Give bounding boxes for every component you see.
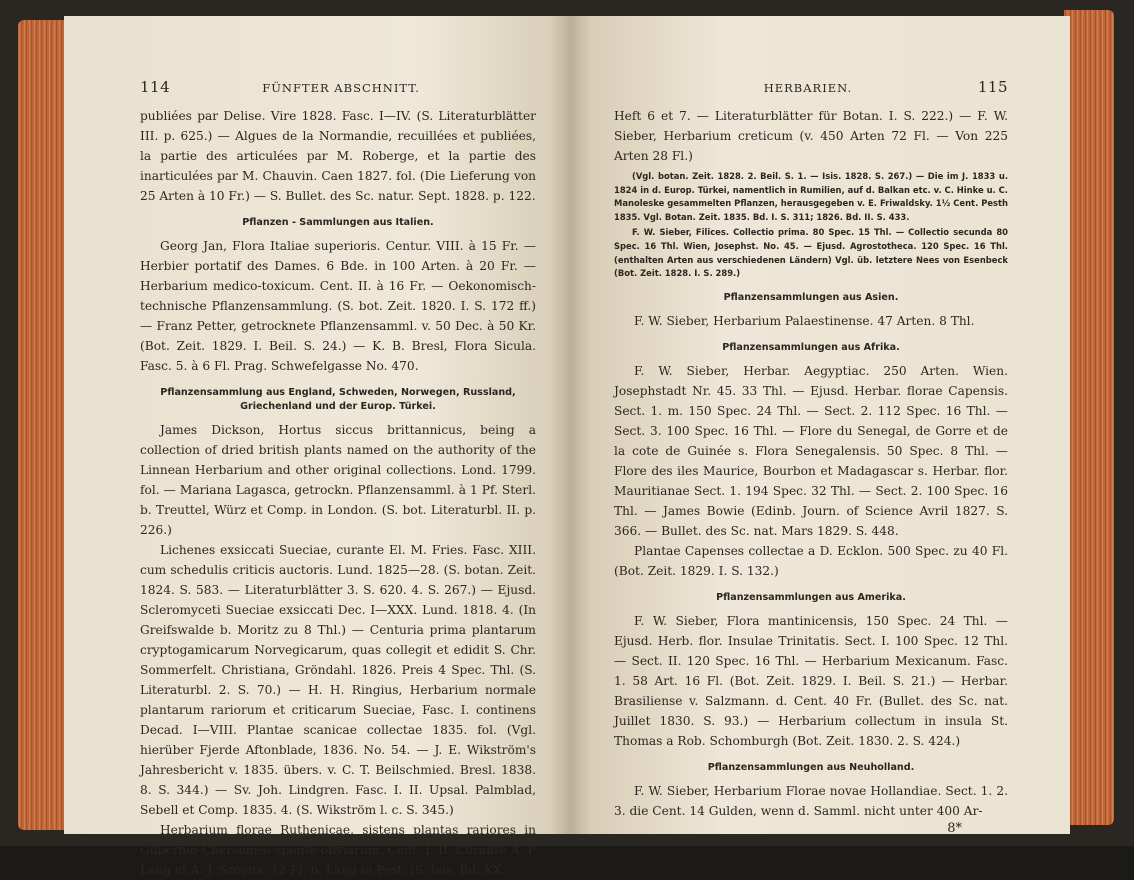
left-page-number: 114 xyxy=(140,78,171,96)
signature-mark: 8* xyxy=(947,820,962,836)
heading-newholland: Pflanzensammlungen aus Neuholland. xyxy=(707,761,915,773)
heading-africa: Pflanzensammlungen aus Afrika. xyxy=(722,341,900,353)
heading-italy: Pflanzen - Sammlungen aus Italien. xyxy=(242,217,434,228)
italy-text: Georg Jan, Flora Italiae superioris. Centur. VIII. à 15 Fr. — Herbier portatif des Dames. 6 Bde. in 100 Arten. à 20 Fr. — Herbarium medico-toxicum. Cent. II. à 16 Fr. — Oekonomisch-technische Pflanzensammlung. (S. bot. Zeit. 1820. I. S. 172 ff.) — Franz Petter, getrocknete Pflanzensamml. v. 50 Dec. à 50 Kr. (Bot. Zeit. 1829. I. Beil. S. 24.) — K. B. Bresl, Flora Sicula. Fasc. 5. à 6 Fl. Prag. Schwefelgasse No. 470. xyxy=(140,239,536,373)
left-page xyxy=(64,16,570,877)
right-page-edges xyxy=(1064,10,1114,825)
heading-america: Pflanzensammlungen aus Amerika. xyxy=(716,591,906,603)
america-paragraph-1: F. W. Sieber, Flora mantinicensis, 150 Spec. 24 Thl. — Ejusd. Herb. flor. Insulae Trinitatis. Sect. I. 100 Spec. 12 Thl. — Sect. II. 120 Spec. 16 Thl. — Herbarium Mexicanum. Fasc. 1. 58 Art. 16 Fl. (Bot. Zeit. 1829. I. Beil. S. 21.) — Herbar. Brasiliense v. Salzmann. d. Cent. 40 Fr. (Bullet. des Sc. nat. Juillet 1830. S. 93.) — Herbarium collectum in insula St. Thomas a Rob. Schomburgh (Bot. Zeit. 1830. 2. S. 424.) xyxy=(614,613,1008,748)
england-paragraph-3: Herbarium florae Ruthenicae, sistens plantas rariores in Gubernio Chersonesi sponte obviarum. Cent. I. II. Curante A. F Lang et A. J. Szovits. 12 Fl. b. Lang in Pest. (S. Isis. Bd. XX. xyxy=(140,823,536,877)
right-continuation: Heft 6 et 7. — Literaturblätter für Botan. I. S. 222.) — F. W. Sieber, Herbarium creticum (v. 450 Arten 72 Fl. — Von 225 Arten 28 Fl.) xyxy=(614,109,1008,163)
africa-paragraph-2: Plantae Capenses collectae a D. Ecklon. 500 Spec. zu 40 Fl. (Bot. Zeit. 1829. I. S. 132.) xyxy=(614,543,1008,578)
footnote-1: (Vgl. botan. Zeit. 1828. 2. Beil. S. 1. — Isis. 1828. S. 267.) — Die im J. 1833 u. 1824 in d. Europ. Türkei, namentlich in Rumilien, auf d. Balkan etc. v. C. Hinke u. C. Manoleske gesammelten Pflanzen, herausgegeben v. E. Friwaldsky. 1½ Cent. Pesth 1835. Vgl. Botan. Zeit. 1835. Bd. I. S. 311; 1826. Bd. II. S. 433. xyxy=(614,171,1008,222)
right-page-number: 115 xyxy=(977,78,1008,96)
england-paragraph-2: Lichenes exsiccati Sueciae, curante El. M. Fries. Fasc. XIII. cum schedulis criticis auctoris. Lund. 1825—28. (S. botan. Zeit. 1824. S. 583. — Literaturblätter 3. S. 620. 4. S. 267.) — Ejusd. Scleromyceti Sueciae exsiccati Dec. I—XXX. Lund. 1818. 4. (In Greifswalde b. Moritz zu 8 Thl.) — Centuria prima plantarum cryptogamicarum Norvegicarum, quas collegit et edidit S. Chr. Sommerfelt. Christiana, Gröndahl. 1826. Preis 4 Spec. Thl. (S. Literaturbl. 2. S. 70.) — H. H. Ringius, Herbarium normale plantarum rariorum et criticarum Sueciae, Fasc. I. continens Decad. I—VIII. Plantae scanicae collectae 1835. fol. (Vgl. hierüber Fjerde Aftonblade, 1836. No. 54. — J. E. Wikström's Jahresbericht v. 1835. übers. v. C. T. Beilschmied. Bresl. 1838. 8. S. 344.) — Sv. Joh. Lindgren. Fasc. I. II. Upsal. Palmblad, Sebell et Comp. 1835. 4. (S. Wikström l. c. S. 345.) xyxy=(140,543,536,817)
right-page xyxy=(570,16,1070,834)
left-running-head: FÜNFTER ABSCHNITT. xyxy=(262,81,420,95)
heading-asia: Pflanzensammlungen aus Asien. xyxy=(723,291,899,303)
left-continuation: publiées par Delise. Vire 1828. Fasc. I—IV. (S. Literaturblätter III. p. 625.) — Algues de la Normandie, recuillées et publiées, la partie des articulées par M. Roberge, et la partie des inarticulées par M. Chauvin. Caen 1827. fol. (Die Lieferung von 25 Arten à 10 Fr.) — S. Bullet. des Sc. natur. Sept. 1828. p. 122. xyxy=(140,109,536,203)
england-paragraph-1: James Dickson, Hortus siccus brittannicus, being a collection of dried british plants named on the authority of the Linnean Herbarium and other original collections. Lond. 1799. fol. — Mariana Lagasca, getrockn. Pflanzensamml. à 1 Pf. Sterl. b. Treuttel, Würz et Comp. in London. (S. bot. Literaturbl. II. p. 226.) xyxy=(140,423,536,537)
right-page-header xyxy=(614,78,1008,98)
left-page-header xyxy=(140,78,536,98)
newholland-paragraph-1: F. W. Sieber, Herbarium Florae novae Hollandiae. Sect. 1. 2. 3. die Cent. 14 Gulden, wenn d. Samml. nicht unter 400 Ar- xyxy=(614,783,1008,818)
asia-text: F. W. Sieber, Herbarium Palaestinense. 47 Arten. 8 Thl. xyxy=(634,313,975,328)
right-running-head: HERBARIEN. xyxy=(763,81,853,95)
heading-england: Pflanzensammlung aus England, Schweden, Norwegen, Russland, Griechenland und der Europ. Türkei. xyxy=(160,387,516,412)
africa-paragraph-1: F. W. Sieber, Herbar. Aegyptiac. 250 Arten. Wien. Josephstadt Nr. 45. 33 Thl. — Ejusd. Herbar. florae Capensis. Sect. 1. m. 150 Spec. 24 Thl. — Sect. 2. 112 Spec. 16 Thl. — Sect. 3. 100 Spec. 16 Thl. — Flore du Senegal, de Gorre et de la cote de Guinée s. Flora Senegalensis. 50 Spec. 8 Thl. — Flore des iles Maurice, Bourbon et Madagascar s. Herbar. flor. Mauritianae Sect. 1. 194 Spec. 32 Thl. — Sect. 2. 100 Spec. 16 Thl. — James Bowie (Edinb. Journ. of Science Avril 1827. S. 366. — Bullet. des Sc. nat. Mars 1829. S. 448. xyxy=(614,363,1008,538)
left-page-edges xyxy=(18,20,70,830)
footnote-2: F. W. Sieber, Filices. Collectio prima. 80 Spec. 15 Thl. — Collectio secunda 80 Spec. 16 Thl. Wien, Josephst. No. 45. — Ejusd. Agrostotheca. 120 Spec. 16 Thl. (enthalten Arten aus verschiedenen Ländern) Vgl. üb. letztere Nees von Esenbeck (Bot. Zeit. 1828. I. S. 289.) xyxy=(614,227,1008,279)
